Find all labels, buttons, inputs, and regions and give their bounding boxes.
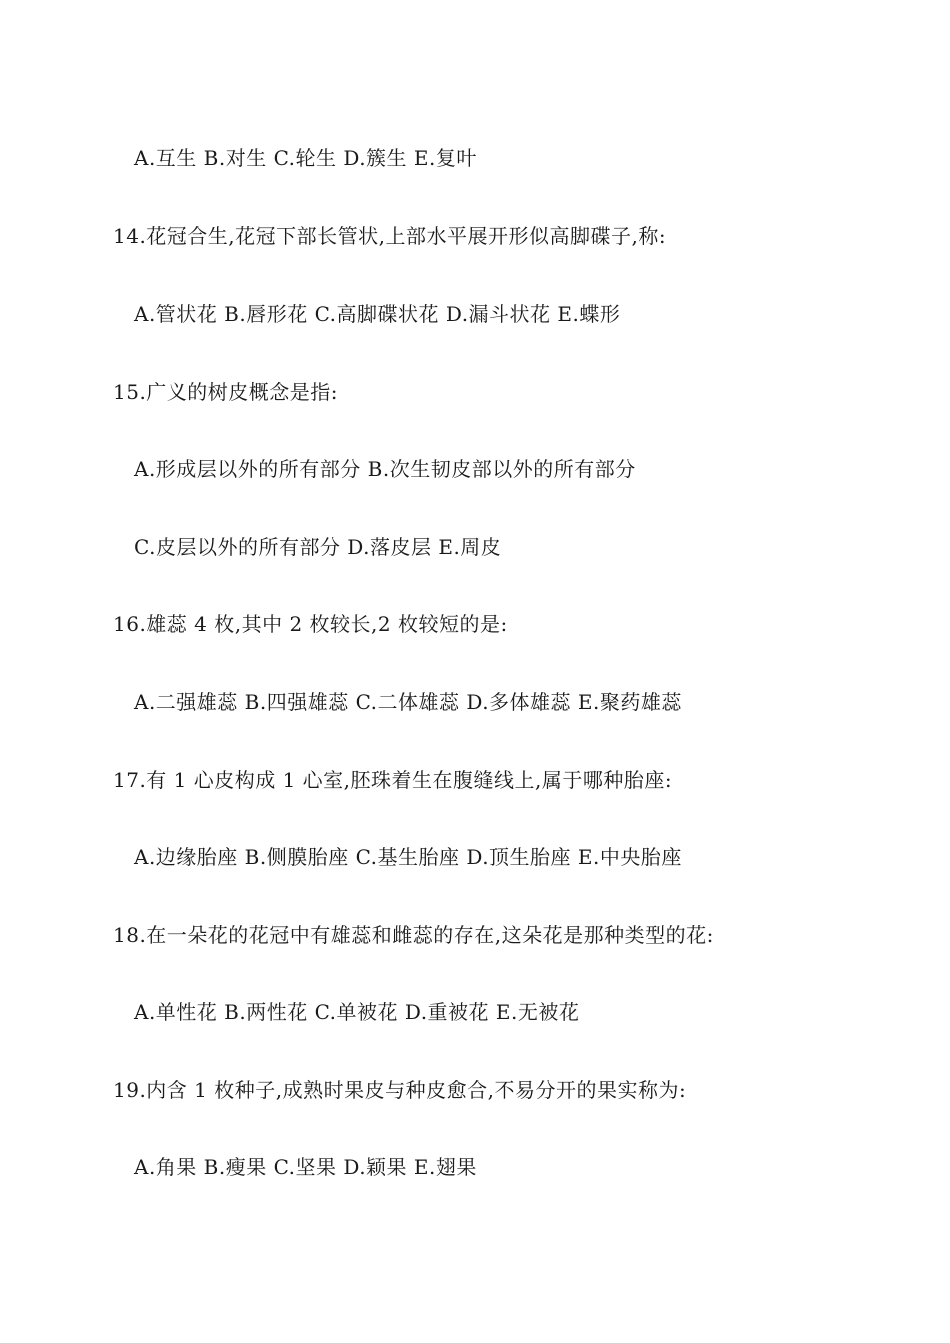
q16-stem: 16.雄蕊 4 枚,其中 2 枚较长,2 枚较短的是: xyxy=(113,612,508,636)
q16-options: A.二强雄蕊 B.四强雄蕊 C.二体雄蕊 D.多体雄蕊 E.聚药雄蕊 xyxy=(134,690,682,714)
q17-options: A.边缘胎座 B.侧膜胎座 C.基生胎座 D.顶生胎座 E.中央胎座 xyxy=(134,845,682,869)
q17-stem: 17.有 1 心皮构成 1 心室,胚珠着生在腹缝线上,属于哪种胎座: xyxy=(113,768,673,792)
q15-options-2: C.皮层以外的所有部分 D.落皮层 E.周皮 xyxy=(134,535,502,559)
q15-stem: 15.广义的树皮概念是指: xyxy=(113,380,339,404)
q19-options: A.角果 B.瘦果 C.坚果 D.颖果 E.翅果 xyxy=(134,1155,477,1179)
q18-options: A.单性花 B.两性花 C.单被花 D.重被花 E.无被花 xyxy=(134,1000,580,1024)
q13-options: A.互生 B.对生 C.轮生 D.簇生 E.复叶 xyxy=(134,146,477,170)
q14-stem: 14.花冠合生,花冠下部长管状,上部水平展开形似高脚碟子,称: xyxy=(113,224,667,248)
q14-options: A.管状花 B.唇形花 C.高脚碟状花 D.漏斗状花 E.蝶形 xyxy=(134,302,621,326)
q19-stem: 19.内含 1 枚种子,成熟时果皮与种皮愈合,不易分开的果实称为: xyxy=(113,1078,687,1102)
q15-options-1: A.形成层以外的所有部分 B.次生韧皮部以外的所有部分 xyxy=(134,457,636,481)
q18-stem: 18.在一朵花的花冠中有雄蕊和雌蕊的存在,这朵花是那种类型的花: xyxy=(113,923,714,947)
